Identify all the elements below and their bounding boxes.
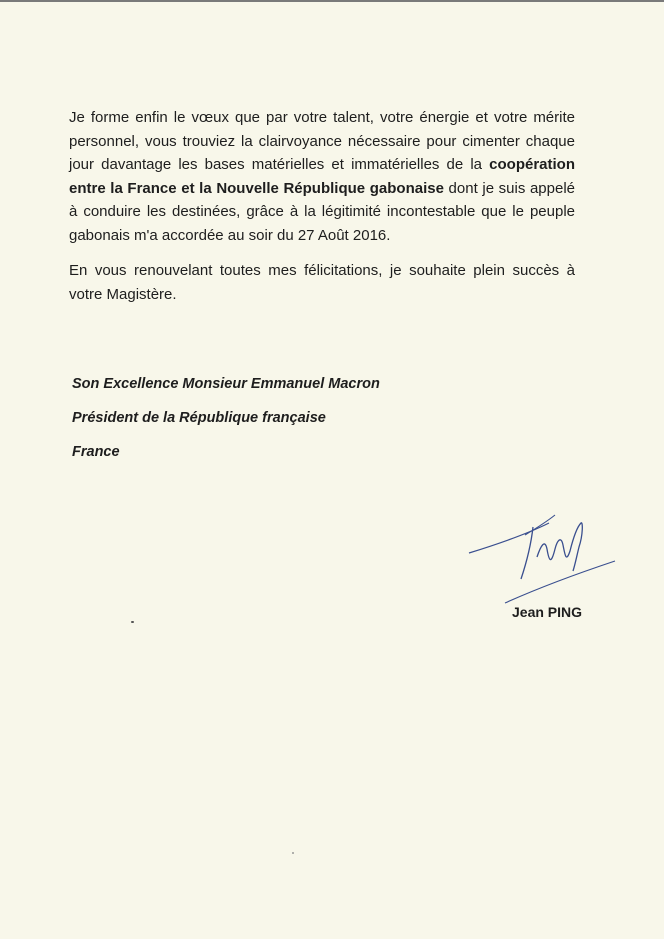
paragraph-wishes-part1: Je forme enfin le vœux que par votre talent, votre énergie et votre mérite personnel, vous trouviez la clairvoyance nécessaire pour cimenter chaque jour davantage les bases matérielles et immatérielles de la	[69, 109, 575, 173]
recipient-office: Président de la République française	[72, 410, 326, 426]
paragraph-wishes-part2: dont je suis appelé à conduire les destinées, grâce à la légitimité incontestable que le peuple gabonais m'a accordée au soir du 27 Août 2016.	[69, 179, 575, 244]
recipient-country: France	[72, 444, 120, 460]
recipient-title: Son Excellence Monsieur Emmanuel Macron	[72, 376, 380, 392]
paragraph-congratulations: En vous renouvelant toutes mes félicitations, je souhaite plein succès à votre Magistère.	[69, 262, 575, 303]
paragraph-wishes	[69, 106, 575, 247]
handwritten-signature	[465, 505, 625, 610]
signatory-name: Jean PING	[512, 604, 583, 620]
recipient-block	[72, 374, 472, 476]
paper-speck	[292, 852, 294, 854]
top-edge-line	[0, 0, 664, 2]
paragraph-wishes-emphasis: coopération entre la France et la Nouvelle République gabonaise	[69, 156, 575, 197]
letter-body	[69, 106, 575, 318]
paper-speck	[131, 621, 134, 623]
